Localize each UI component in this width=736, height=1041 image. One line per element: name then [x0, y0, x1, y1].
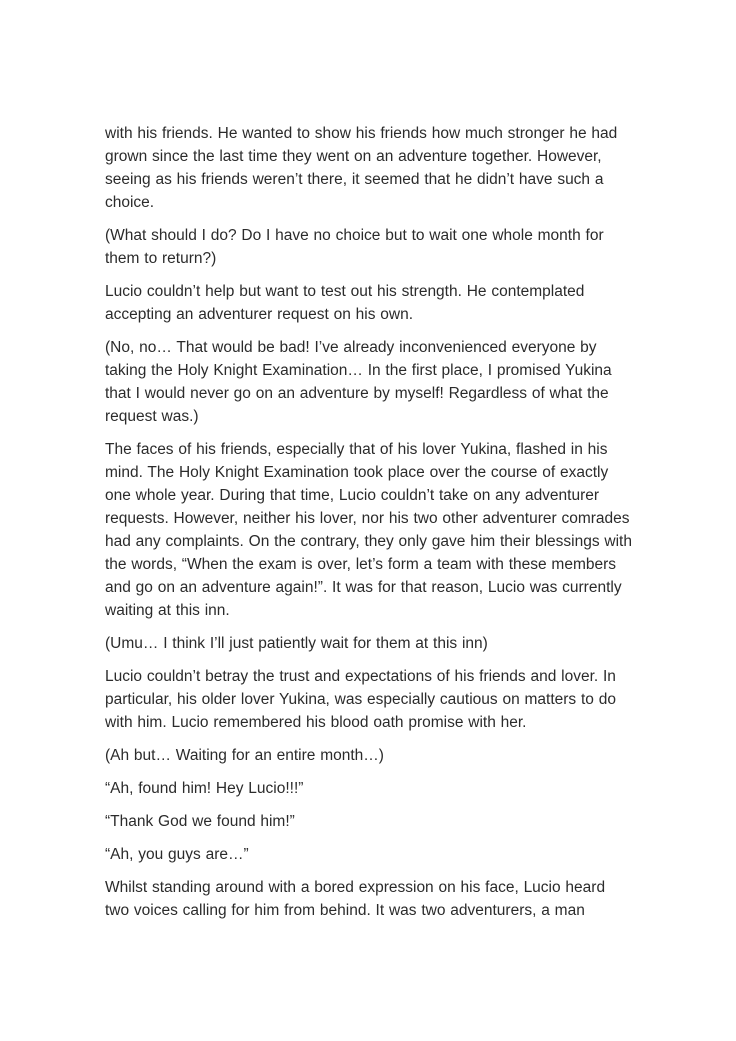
paragraph: “Ah, you guys are…”: [105, 846, 249, 863]
paragraph: (Umu… I think I’ll just patiently wait for them at this inn): [105, 635, 488, 652]
paragraph: Lucio couldn’t help but want to test out his strength. He contemplated accepting an adventurer request on his own.: [105, 283, 585, 323]
paragraph: (Ah but… Waiting for an entire month…): [105, 747, 384, 764]
paragraph: Lucio couldn’t betray the trust and expectations of his friends and lover. In particular, his older lover Yukina, was especially cautious on matters to do with him. Lucio remembered his blood oath promise with her.: [105, 668, 616, 731]
paragraph: with his friends. He wanted to show his friends how much stronger he had grown since the last time they went on an adventure together. However, seeing as his friends weren’t there, it seemed that he didn’t have such a choice.: [105, 125, 618, 211]
paragraph: “Thank God we found him!”: [105, 813, 295, 830]
novel-text-block: [105, 122, 633, 932]
paragraph: Whilst standing around with a bored expression on his face, Lucio heard two voices calling for him from behind. It was two adventurers, a man: [105, 879, 606, 919]
paragraph: (No, no… That would be bad! I’ve already inconvenienced everyone by taking the Holy Knight Examination… In the first place, I promised Yukina that I would never go on an adventure by myself! Regardless of what the request was.): [105, 339, 612, 425]
paragraph: (What should I do? Do I have no choice but to wait one whole month for them to return?): [105, 227, 604, 267]
paragraph: “Ah, found him! Hey Lucio!!!”: [105, 780, 304, 797]
paragraph: The faces of his friends, especially that of his lover Yukina, flashed in his mind. The Holy Knight Examination took place over the course of exactly one whole year. During that time, Lucio couldn’t take on any adventurer requests. However, neither his lover, nor his two other adventurer comrades had any complaints. On the contrary, they only gave him their blessings with the words, “When the exam is over, let’s form a team with these members and go on an adventure again!”. It was for that reason, Lucio was currently waiting at this inn.: [105, 441, 632, 619]
